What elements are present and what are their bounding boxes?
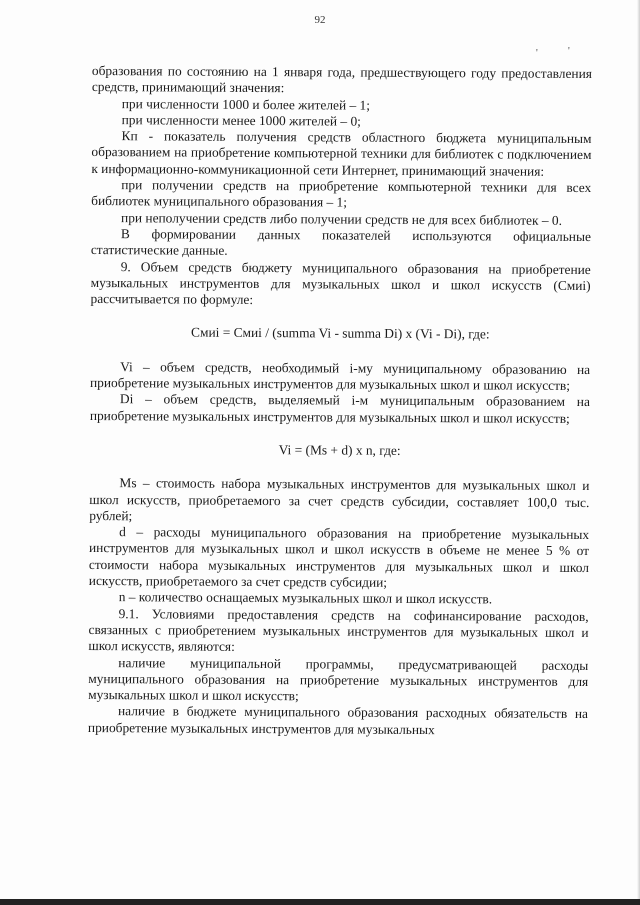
paragraph: при получении средств на приобретение компьютерной техники для всех библиотек муниципального образования – 1;: [91, 177, 592, 210]
paragraph: наличие в бюджете муниципального образования расходных обязательств на приобретение музыкальных инструментов для музыкальных: [87, 703, 589, 737]
paragraph: В формировании данных показателей используются официальные статистические данные.: [90, 226, 591, 259]
paragraph: n – количество оснащаемых музыкальных школ и школ искусств.: [118, 589, 493, 607]
paragraph: при численности 1000 и более жителей – 1;: [121, 95, 371, 113]
formula-smi: Cмиi = Cмиi / (summa Vi - summa Di) x (Vi - Di), где:: [191, 325, 490, 342]
scan-mark: ': [536, 48, 538, 59]
paragraph: Vi – объем средств, необходимый i-му муниципальному образованию на приобретение музыкальных инструментов для музыкальных школ и школ искусств;: [90, 358, 591, 393]
paragraph: образования по состоянию на 1 января года, предшествующего году предоставления средств, принимающий значения:: [91, 63, 592, 96]
paragraph: Кп - показатель получения средств областного бюджета муниципальным образованием на приобретение компьютерной техники для библиотек с подключением к информационно-коммуникационной сети Интернет, принимающий значения:: [91, 128, 592, 179]
paragraph-block: [90, 359, 590, 427]
page-number: 92: [314, 14, 326, 26]
paragraph: наличие муниципальной программы, предусматривающей расходы муниципального образования на приобретение музыкальных инструментов для музыкальных школ и школ искусств;: [88, 654, 589, 704]
scan-mark: ': [568, 46, 570, 57]
document-body: [88, 63, 592, 739]
paragraph: Di – объем средств, выделяемый i-м муниципальным образованием на приобретение музыкальных инструментов для музыкальных школ и школ искусств;: [89, 391, 590, 426]
paragraph: Ms – стоимость набора музыкальных инструментов для музыкальных школ и школ искусств, приобретаемого за счет средств субсидии, составляет 100,0 тыс. рублей;: [89, 475, 590, 524]
paragraph-block: [88, 475, 590, 739]
paragraph: при неполучении средств либо получении средств не для всех библиотек – 0.: [121, 209, 563, 228]
scan-bottom-edge: [0, 899, 640, 905]
paragraph: при численности менее 1000 жителей – 0;: [121, 112, 361, 129]
paragraph-block: [91, 63, 592, 311]
paragraph: 9. Объем средств бюджету муниципального образования на приобретение музыкальных инструментов для музыкальных школ и школ искусств (Cмиi) рассчитывается по формуле:: [90, 258, 591, 308]
formula-vi: Vi = (Ms + d) x n, где:: [278, 442, 401, 458]
paragraph: 9.1. Условиями предоставления средств на софинансирование расходов, связанных с приобретением музыкальных инструментов для музыкальных школ и школ искусств, являются:: [88, 605, 589, 655]
paragraph: d – расходы муниципального образования на приобретение музыкальных инструментов для музыкальных школ и школ искусств в объеме не менее 5 % от стоимости набора музыкальных инструментов для музыкальных школ и школ искусств, приобретаемого за счет средств субсидии;: [88, 524, 590, 590]
